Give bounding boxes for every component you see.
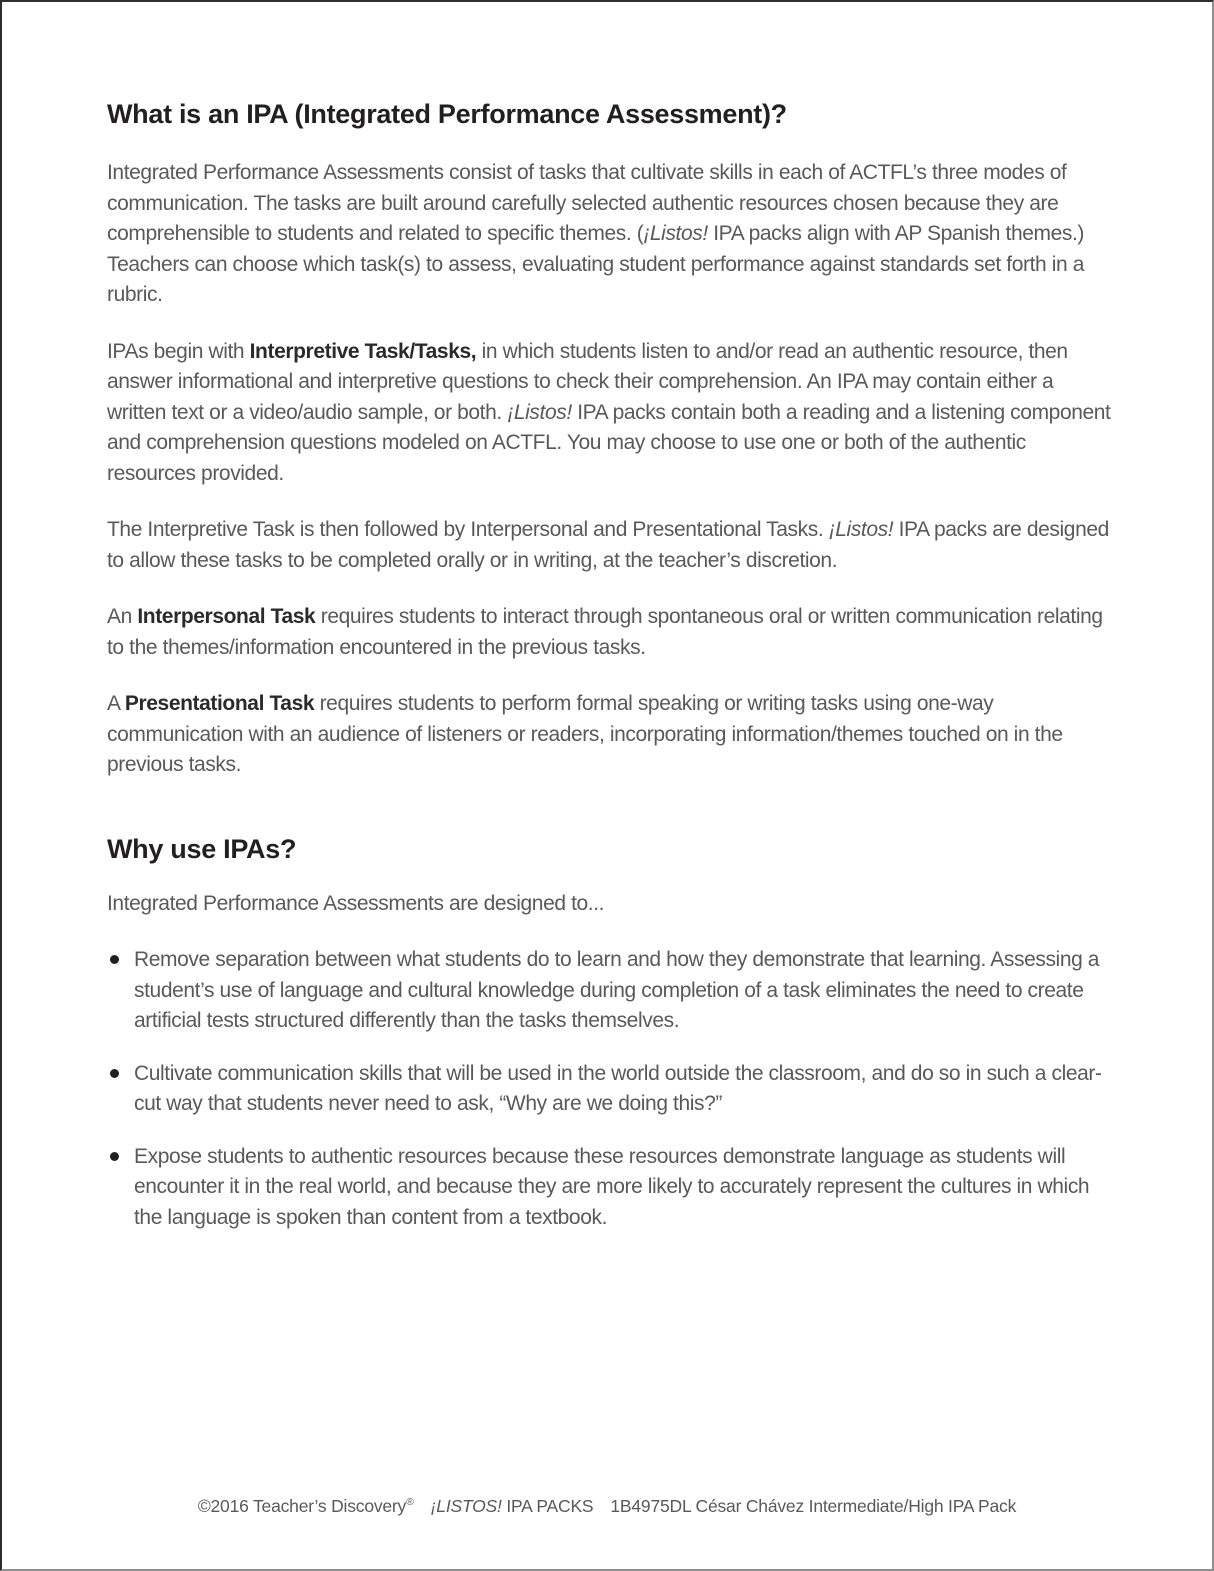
list-item	[107, 1059, 1112, 1120]
text-run: Presentational Task	[124, 692, 315, 715]
bullet-icon	[110, 955, 119, 964]
text-run: ¡Listos!	[643, 222, 708, 245]
text-run: Interpersonal Task	[137, 605, 316, 628]
list-item	[107, 945, 1112, 1037]
paragraph-interpersonal-task	[107, 602, 1112, 663]
text-run: IPAs begin with	[107, 339, 250, 363]
text-run: Integrated Performance Assessments consist of tasks that cultivate skills in each of ACTFL’s three modes of communication. The tasks are built around carefully selected authentic resources chosen because they are comprehensible to students and related to specific themes. (	[107, 161, 1067, 245]
text-run: ¡LISTOS!	[430, 1496, 502, 1516]
text-run: The Interpretive Task is then followed by Interpersonal and Presentational Tasks.	[107, 518, 829, 541]
text-run: A	[107, 692, 125, 715]
paragraph-interpretive-task	[107, 337, 1112, 490]
bullet-icon	[110, 1152, 119, 1161]
text-run: Interpretive Task/Tasks,	[249, 339, 477, 363]
page-content	[2, 2, 1212, 1233]
heading-why-use-ipas: Why use IPAs?	[107, 833, 297, 864]
why-use-ipas-list	[107, 945, 1112, 1233]
text-run: ©2016 Teacher’s Discovery	[197, 1496, 407, 1516]
paragraph-presentational-task	[107, 689, 1112, 781]
text-run: An	[107, 605, 138, 628]
text-run: IPA packs contain both a reading and a listening component and comprehension questions modeled on ACTFL. You may choose to use one or both of the authentic resources provided.	[107, 400, 1111, 485]
paragraph-task-sequence	[107, 515, 1112, 576]
heading-what-is-an-ipa: What is an IPA (Integrated Performance Assessment)?	[107, 99, 787, 129]
bullet-icon	[110, 1069, 119, 1078]
text-run: ¡Listos!	[507, 400, 572, 424]
list-item-text: Cultivate communication skills that will be used in the world outside the classroom, and do so in such a clear-cut way that students never need to ask, “Why are we doing this?”	[134, 1061, 1102, 1115]
text-run: 1B4975DL César Chávez Intermediate/High IPA Pack	[610, 1496, 1017, 1516]
text-run: IPA packs are designed to allow these tasks to be completed orally or in writing, at the teacher’s discretion.	[107, 518, 1109, 572]
text-run: IPA packs align with AP Spanish themes.) Teachers can choose which task(s) to assess, evaluating student performance against standards set forth in a rubric.	[107, 222, 1085, 306]
text-run: in which students listen to and/or read an authentic resource, then answer informational and interpretive questions to check their comprehension. An IPA may contain either a written text or a video/audio sample, or both.	[107, 339, 1068, 424]
paragraph-ipa-overview	[107, 158, 1112, 311]
list-item	[107, 1142, 1112, 1234]
list-item-text: Expose students to authentic resources because these resources demonstrate language as students will encounter it in the real world, and because they are more likely to accurately represent the cultures in which the language is spoken than content from a textbook.	[134, 1144, 1090, 1229]
text-run: requires students to interact through spontaneous oral or written communication relating to the themes/information encountered in the previous tasks.	[107, 605, 1103, 659]
text-run: ®	[406, 1496, 414, 1509]
text-run: requires students to perform formal speaking or writing tasks using one-way communication with an audience of listeners or readers, incorporating information/themes touched on in the previous tasks.	[107, 692, 1063, 776]
page-footer	[2, 1496, 1212, 1517]
text-run: ¡Listos!	[828, 518, 894, 541]
list-item-text: Remove separation between what students do to learn and how they demonstrate that learning. Assessing a student’s use of language and cultural knowledge during completion of a task eliminates the need to create artificial tests structured differently than the tasks themselves.	[134, 948, 1100, 1032]
paragraph-why-intro: Integrated Performance Assessments are designed to...	[107, 891, 605, 915]
text-run: IPA PACKS	[501, 1496, 594, 1516]
